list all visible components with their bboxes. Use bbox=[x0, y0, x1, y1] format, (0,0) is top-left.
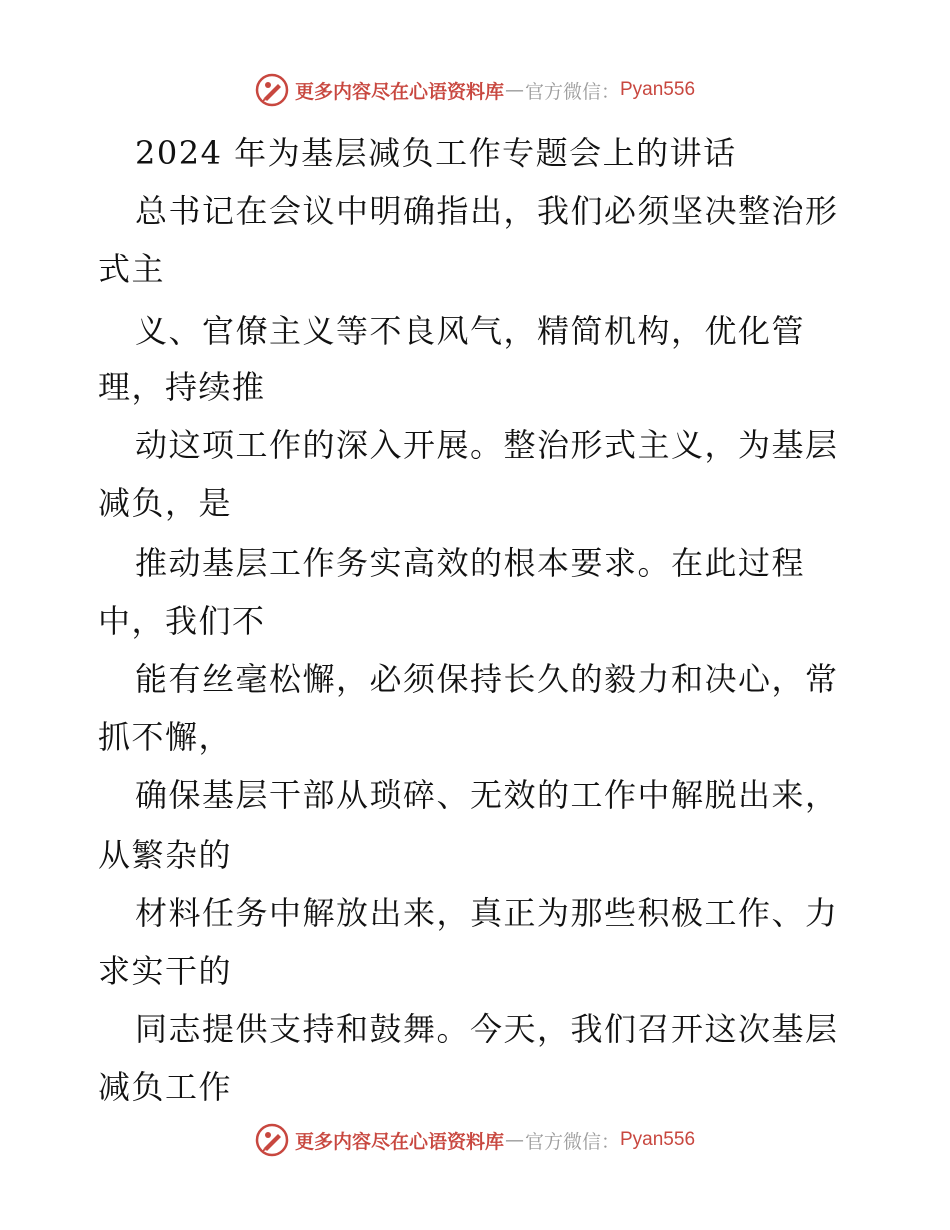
text-line: 求实干的 bbox=[98, 952, 233, 990]
text-line: 式主 bbox=[98, 250, 166, 288]
site-name: 更多内容尽在心语资料库 bbox=[294, 1130, 504, 1153]
text-line: 减负工作 bbox=[98, 1068, 233, 1106]
separator-dash: — bbox=[504, 79, 524, 101]
text-line: 减负，是 bbox=[98, 484, 233, 522]
text-line: 动这项工作的深入开展。整治形式主义，为基层 bbox=[135, 426, 839, 464]
text-line: 能有丝毫松懈，必须保持长久的毅力和决心，常 bbox=[135, 660, 839, 698]
pen-logo-icon bbox=[255, 1123, 289, 1157]
text-line: 理，持续推 bbox=[98, 368, 266, 406]
wechat-label: 官方微信： bbox=[524, 1130, 620, 1153]
site-name: 更多内容尽在心语资料库 bbox=[294, 80, 504, 103]
text-line: 确保基层干部从琐碎、无效的工作中解脱出来， bbox=[135, 776, 839, 814]
text-line: 推动基层工作务实高效的根本要求。在此过程 bbox=[135, 544, 806, 582]
text-line: 中，我们不 bbox=[98, 602, 266, 640]
text-line: 总书记在会议中明确指出，我们必须坚决整治形 bbox=[135, 192, 839, 230]
document-title: 2024 年为基层减负工作专题会上的讲话 bbox=[135, 134, 737, 172]
text-line: 材料任务中解放出来，真正为那些积极工作、力 bbox=[135, 894, 839, 932]
text-line: 同志提供支持和鼓舞。今天，我们召开这次基层 bbox=[135, 1010, 839, 1048]
footer-watermark bbox=[0, 1120, 950, 1160]
text-line: 从繁杂的 bbox=[98, 836, 233, 874]
wechat-label: 官方微信： bbox=[524, 80, 620, 103]
separator-dash: — bbox=[504, 1129, 524, 1151]
wechat-id: Pyan556 bbox=[620, 1129, 696, 1150]
text-line: 抓不懈， bbox=[98, 718, 233, 756]
wechat-id: Pyan556 bbox=[620, 79, 696, 100]
text-line: 义、官僚主义等不良风气，精简机构，优化管 bbox=[135, 312, 806, 350]
